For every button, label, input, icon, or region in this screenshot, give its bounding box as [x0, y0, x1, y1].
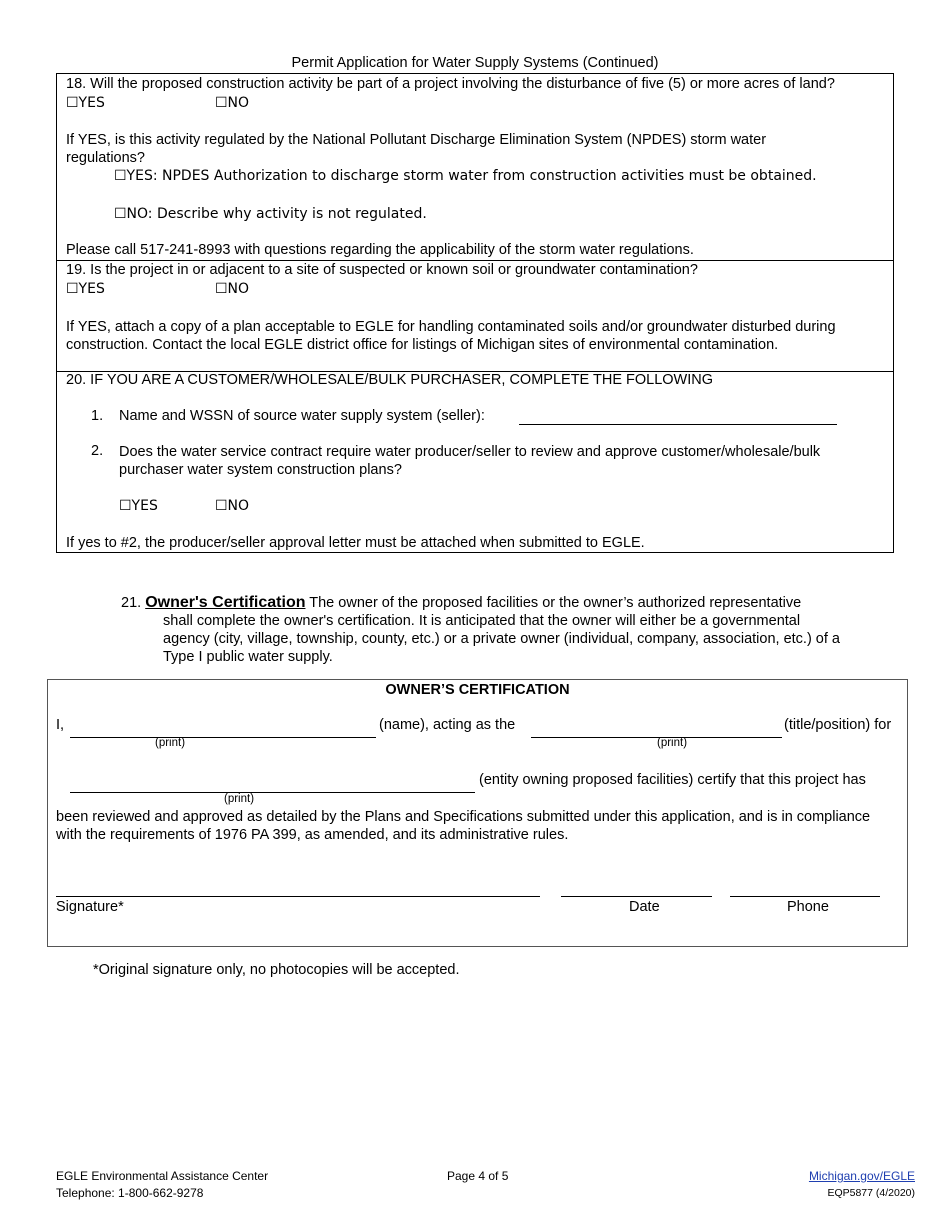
entity-name-field[interactable] [70, 792, 475, 793]
s18-yes-checkbox[interactable]: ☐YES [66, 95, 105, 111]
footer-org: EGLE Environmental Assistance Center [56, 1169, 269, 1183]
phone-label: Phone [787, 899, 829, 915]
s18-call-note: Please call 517-241-8993 with questions regarding the applicability of the storm water regulations. [66, 242, 694, 258]
s20-item2-text: Does the water service contract require water producer/seller to review and approve customer/wholesale/bulk purchaser water system construction plans? [119, 444, 821, 478]
s19-question: 19. Is the project in or adjacent to a site of suspected or known soil or groundwater contamination? [66, 262, 698, 278]
s21-title: Owner's Certification [145, 594, 306, 611]
footer-form-id: EQP5877 (4/2020) [827, 1187, 915, 1199]
s20-no-checkbox[interactable]: ☐NO [215, 498, 250, 514]
signature-label: Signature* [56, 899, 124, 915]
cert-title-label: (title/position) for [784, 717, 892, 733]
cert-heading: OWNER’S CERTIFICATION [385, 682, 570, 698]
cert-body-text: been reviewed and approved as detailed by the Plans and Specifications submitted under this application, and is in compliance with the requirements of 1976 PA 399, as amended, and its administrative rules. [56, 809, 871, 843]
phone-field[interactable] [730, 896, 880, 897]
owner-name-field[interactable] [70, 737, 376, 738]
s20-yes-checkbox[interactable]: ☐YES [119, 498, 158, 514]
s21-text-rest: shall complete the owner's certification. It is anticipated that the owner will either be a governmental agency (city, village, township, county, etc.) or a private owner (individual, company, association, etc.) of a Type I public water supply. [163, 613, 840, 665]
s18-npdes-yes-checkbox[interactable]: ☐YES: NPDES Authorization to discharge storm water from construction activities must be obtained. [114, 168, 817, 184]
s21-number: 21. [121, 595, 142, 611]
s21-text-first: The owner of the proposed facilities or the owner’s authorized representative [309, 595, 802, 611]
section-19 [56, 260, 894, 372]
s19-yes-checkbox[interactable]: ☐YES [66, 281, 105, 297]
s20-heading: 20. IF YOU ARE A CUSTOMER/WHOLESALE/BULK PURCHASER, COMPLETE THE FOLLOWING [66, 372, 714, 388]
signature-field[interactable] [56, 896, 540, 897]
owner-certification-box [47, 679, 908, 947]
cert-entity-label: (entity owning proposed facilities) certify that this project has [479, 772, 866, 788]
footer-website-link[interactable]: Michigan.gov/EGLE [808, 1169, 915, 1183]
cert-name-label: (name), acting as the [379, 717, 516, 733]
print-hint-entity: (print) [224, 793, 255, 805]
s18-npdes-question: If YES, is this activity regulated by the National Pollutant Discharge Elimination System (NPDES) storm water regulations? [66, 132, 767, 166]
section-18 [56, 73, 894, 261]
date-field[interactable] [561, 896, 712, 897]
s18-npdes-no-checkbox[interactable]: ☐NO: Describe why activity is not regulated. [114, 206, 427, 222]
page-title: Permit Application for Water Supply Systems (Continued) [291, 55, 659, 71]
s19-note: If YES, attach a copy of a plan acceptable to EGLE for handling contaminated soils and/or groundwater disturbed during construction. Contact the local EGLE district office for listings of Michigan sites of environmental contamination. [66, 319, 836, 353]
s20-item2-number: 2. [91, 443, 104, 459]
footer-phone: Telephone: 1-800-662-9278 [56, 1186, 204, 1200]
seller-name-field[interactable] [519, 424, 837, 425]
footer-page-number: Page 4 of 5 [447, 1169, 509, 1183]
print-hint-name: (print) [155, 737, 186, 749]
cert-i-label: I, [56, 717, 65, 733]
section-21 [121, 594, 871, 666]
s18-no-checkbox[interactable]: ☐NO [215, 95, 250, 111]
date-label: Date [629, 899, 660, 915]
s20-note: If yes to #2, the producer/seller approval letter must be attached when submitted to EGLE. [66, 535, 645, 551]
s20-item1-label: Name and WSSN of source water supply system (seller): [119, 408, 485, 424]
section-20 [56, 371, 894, 553]
s20-item1-number: 1. [91, 408, 104, 424]
print-hint-title: (print) [657, 737, 688, 749]
s19-no-checkbox[interactable]: ☐NO [215, 281, 250, 297]
signature-footnote: *Original signature only, no photocopies will be accepted. [93, 962, 460, 978]
s18-question: 18. Will the proposed construction activity be part of a project involving the disturbance of five (5) or more acres of land? [66, 76, 835, 92]
